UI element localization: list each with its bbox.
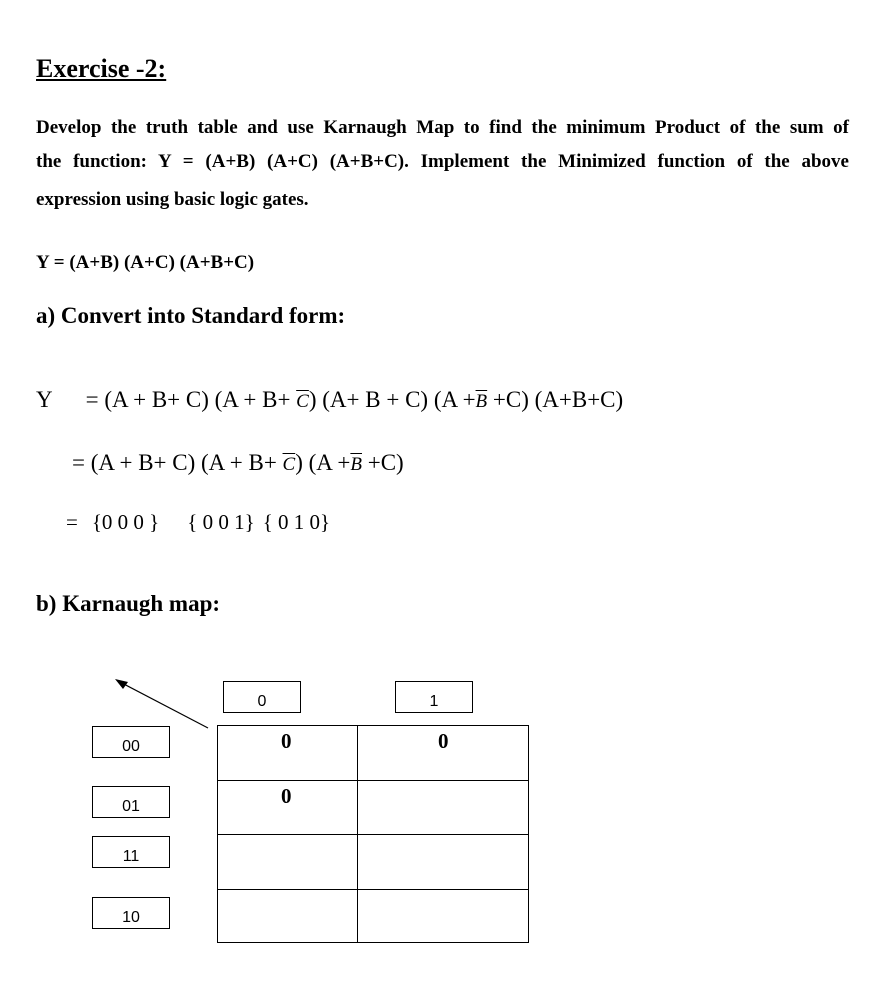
maxterm-group-1: {0 0 0 } bbox=[91, 510, 160, 534]
equation-term-1: = (A + B+ C) (A + B+ bbox=[85, 387, 297, 412]
intro-line-2: the function: Y = (A+B) (A+C) (A+B+C). Implement the Minimized function of the above bbox=[36, 151, 849, 172]
c-complement: $\overline{C}$ bbox=[296, 391, 309, 412]
kmap-col-header-0: 0 bbox=[223, 681, 301, 713]
intro-line-3: expression using basic logic gates. bbox=[36, 189, 309, 210]
c-complement: $\overline{C}$ bbox=[282, 454, 296, 475]
equation-lhs: Y bbox=[36, 387, 53, 412]
section-b-heading: b) Karnaugh map: bbox=[36, 591, 221, 616]
equation-line-3 bbox=[66, 510, 330, 535]
b-complement: $\overline{B}$ bbox=[475, 391, 488, 412]
intro-line-1: Develop the truth table and use Karnaugh Map to find the minimum Product of the sum of bbox=[36, 117, 849, 138]
kmap-cell-01-0: 0 bbox=[281, 784, 292, 808]
kmap-cell-00-0: 0 bbox=[281, 729, 292, 753]
equation-term-2: ) (A + bbox=[295, 450, 351, 475]
kmap-col-header-1: 1 bbox=[395, 681, 473, 713]
kmap-divider-row-1 bbox=[217, 780, 529, 781]
kmap-divider-row-2 bbox=[217, 834, 529, 835]
kmap-cell-00-1: 0 bbox=[438, 729, 449, 753]
exercise-title: Exercise -2: bbox=[36, 54, 167, 83]
maxterm-group-3: { 0 1 0} bbox=[262, 510, 331, 534]
equation-term-1: = (A + B+ C) (A + B+ bbox=[72, 450, 283, 475]
kmap-row-header-10: 10 bbox=[92, 897, 170, 929]
equation-line-y bbox=[36, 387, 623, 413]
kmap-row-header-01: 01 bbox=[92, 786, 170, 818]
maxterm-group-2: { 0 0 1} bbox=[187, 510, 255, 534]
kmap-row-header-00: 00 bbox=[92, 726, 170, 758]
section-a-heading: a) Convert into Standard form: bbox=[36, 303, 346, 328]
b-complement: $\overline{B}$ bbox=[350, 454, 362, 475]
kmap-corner-arrow bbox=[108, 676, 213, 732]
equals-sign: = bbox=[66, 510, 78, 534]
equation-term-2: ) (A+ B + C) (A + bbox=[308, 387, 476, 412]
equation-term-3: +C) (A+B+C) bbox=[487, 387, 624, 412]
kmap-row-header-11: 11 bbox=[92, 836, 170, 868]
kmap-divider-row-3 bbox=[217, 889, 529, 890]
given-equation: Y = (A+B) (A+C) (A+B+C) bbox=[36, 252, 255, 273]
equation-term-3: +C) bbox=[361, 450, 404, 475]
equation-line-2 bbox=[72, 450, 404, 476]
